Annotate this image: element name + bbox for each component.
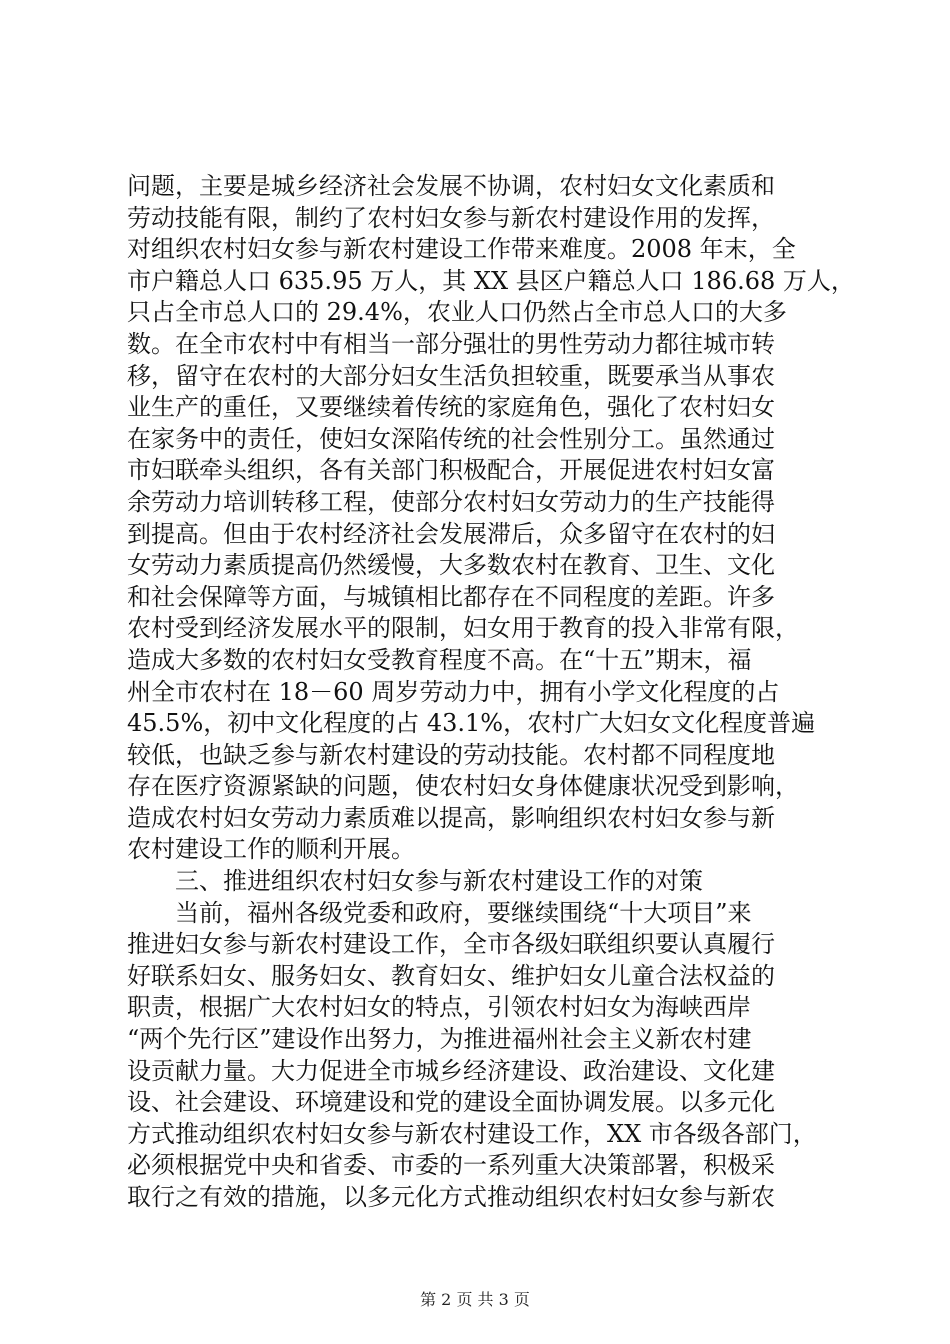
text-line: 州全市农村在 18－60 周岁劳动力中，拥有小学文化程度的占 (127, 677, 780, 706)
text-line: 农村受到经济发展水平的限制，妇女用于教育的投入非常有限， (127, 614, 799, 643)
text-line: 问题，主要是城乡经济社会发展不协调，农村妇女文化素质和 (127, 172, 775, 200)
text-line: 造成农村妇女劳动力素质难以提高，影响组织农村妇女参与新 (127, 803, 775, 832)
text-line: 设、社会建设、环境建设和党的建设全面协调发展。以多元化 (127, 1088, 775, 1117)
text-line: 余劳动力培训转移工程，使部分农村妇女劳动力的生产技能得 (127, 487, 775, 516)
text-line: 职责，根据广大农村妇女的特点，引领农村妇女为海峡西岸 (127, 993, 751, 1022)
section-heading: 三、推进组织农村妇女参与新农村建设工作的对策 (127, 867, 703, 896)
text-line: 方式推动组织农村妇女参与新农村建设工作，XX 市各级各部门， (127, 1119, 817, 1148)
text-line: 造成大多数的农村妇女受教育程度不高。在“十五”期末，福 (127, 645, 752, 674)
page-footer: 第 2 页 共 3 页 (420, 1290, 530, 1309)
text-line: 市户籍总人口 635.95 万人，其 XX 县区户籍总人口 186.68 万人， (127, 266, 855, 295)
text-line: 较低，也缺乏参与新农村建设的劳动技能。农村都不同程度地 (127, 740, 775, 769)
text-line: 取行之有效的措施，以多元化方式推动组织农村妇女参与新农 (127, 1183, 775, 1211)
text-line: 女劳动力素质提高仍然缓慢，大多数农村在教育、卫生、文化 (127, 551, 775, 580)
text-line: 和社会保障等方面，与城镇相比都存在不同程度的差距。许多 (127, 582, 775, 611)
text-line: 当前，福州各级党委和政府，要继续围绕“十大项目”来 (127, 898, 752, 927)
text-line: 移，留守在农村的大部分妇女生活负担较重，既要承当从事农 (127, 361, 775, 390)
text-line: 推进妇女参与新农村建设工作，全市各级妇联组织要认真履行 (127, 930, 775, 959)
text-line: “两个先行区”建设作出努力，为推进福州社会主义新农村建 (127, 1025, 752, 1054)
text-line: 劳动技能有限，制约了农村妇女参与新农村建设作用的发挥， (127, 203, 775, 232)
text-line: 好联系妇女、服务妇女、教育妇女、维护妇女儿童合法权益的 (127, 961, 775, 990)
text-line: 45.5%，初中文化程度的占 43.1%，农村广大妇女文化程度普遍 (127, 709, 816, 738)
text-line: 必须根据党中央和省委、市委的一系列重大决策部署，积极采 (127, 1151, 775, 1180)
body-text (127, 171, 855, 1214)
text-line: 设贡献力量。大力促进全市城乡经济建设、政治建设、文化建 (127, 1056, 775, 1085)
text-line: 农村建设工作的顺利开展。 (127, 835, 415, 864)
text-line: 业生产的重任，又要继续着传统的家庭角色，强化了农村妇女 (127, 393, 775, 422)
text-line: 数。在全市农村中有相当一部分强壮的男性劳动力都往城市转 (127, 329, 775, 358)
text-line: 存在医疗资源紧缺的问题，使农村妇女身体健康状况受到影响， (127, 772, 799, 801)
text-line: 市妇联牵头组织，各有关部门积极配合，开展促进农村妇女富 (127, 456, 775, 485)
text-line: 在家务中的责任，使妇女深陷传统的社会性别分工。虽然通过 (127, 424, 775, 453)
text-line: 到提高。但由于农村经济社会发展滞后，众多留守在农村的妇 (127, 519, 775, 548)
text-line: 对组织农村妇女参与新农村建设工作带来难度。2008 年末，全 (127, 235, 796, 264)
text-line: 只占全市总人口的 29.4%，农业人口仍然占全市总人口的大多 (127, 298, 787, 327)
